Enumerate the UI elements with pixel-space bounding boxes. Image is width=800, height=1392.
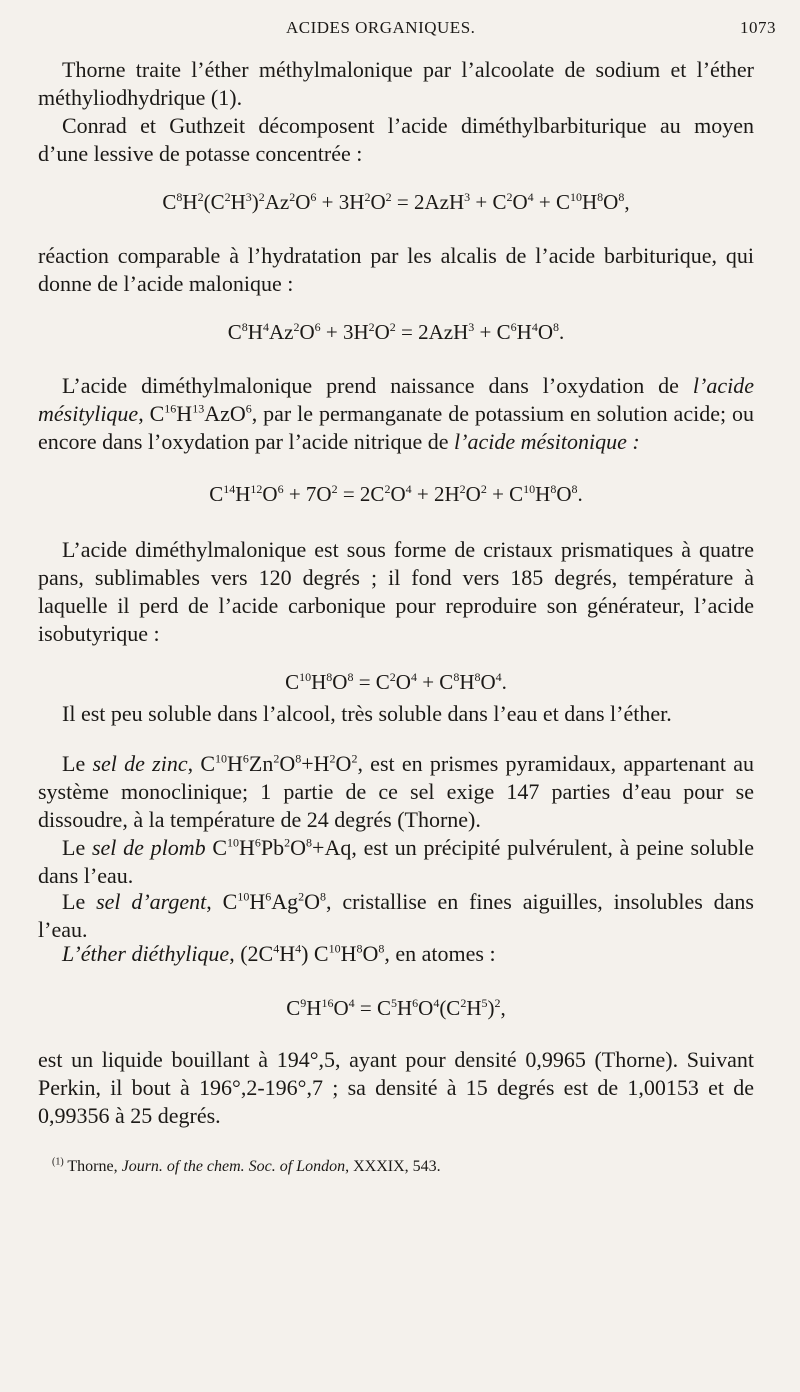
formula-3: $C^{14}H^{12}O^6 + 7O^2 = 2C^2O^4 + 2H^2O^2 + C^{10}H^8O^8$. bbox=[209, 482, 583, 506]
paragraph-8: Le sel de plomb $C^{10}H^6Pb^2O^8+Aq$, est un précipité pulvérulent, à peine soluble dans l’eau. bbox=[38, 835, 754, 888]
footnote: $^{(1)}$ Thorne, Journ. of the chem. Soc. of London, XXXIX, 543. bbox=[52, 1156, 441, 1175]
paragraph-11: est un liquide bouillant à 194°,5, ayant pour densité 0,9965 (Thorne). Suivant Perkin, il bout à 196°,2-196°,7 ; sa densité à 15 degrés est de 1,00153 et de 0,99356 à 25 degrés. bbox=[38, 1047, 754, 1128]
footnote-mark: (1) bbox=[52, 1156, 64, 1168]
formula-1: $C^8H^2(C^2H^3)^2Az^2O^6 + 3H^2O^2 = 2AzH^3 + C^2O^4 + C^{10}H^8O^8$, bbox=[162, 190, 630, 214]
paragraph-5: L’acide diméthylmalonique est sous forme de cristaux prismatiques à quatre pans, sublimables vers 120 degrés ; il fond vers 185 degrés, température à laquelle il perd de l’acide carbonique pour reproduire son générateur, l’acide isobutyrique : bbox=[38, 537, 754, 646]
paragraph-4: L’acide diméthylmalonique prend naissance dans l’oxydation de l’acide mésitylique, $C^{16}H^{13}AzO^6$, par le permanganate de potassium en solution acide; ou encore dans l’oxydation par l’acide nitrique de l’acide mésitonique : bbox=[38, 373, 754, 454]
paragraph-2: Conrad et Guthzeit décomposent l’acide diméthylbarbiturique au moyen d’une lessive de potasse concentrée : bbox=[38, 113, 754, 166]
page-number: 1073 bbox=[740, 18, 776, 37]
paragraph-7: Le sel de zinc, $C^{10}H^6Zn^2O^8+H^2O^2$, est en prismes pyramidaux, appartenant au système monoclinique; 1 partie de ce sel exige 147 parties d’eau pour se dissoudre, à la température de 24 degrés (Thorne). bbox=[38, 751, 754, 832]
header-title: ACIDES ORGANIQUES. bbox=[286, 18, 476, 37]
paragraph-10: L’éther diéthylique, $(2C^4H^4)$ $C^{10}H^8O^8$, en atomes : bbox=[62, 941, 496, 966]
paragraph-9: Le sel d’argent, $C^{10}H^6Ag^2O^8$, cristallise en fines aiguilles, insolubles dans l’eau. bbox=[38, 889, 754, 942]
formula-2: $C^8H^4Az^2O^6 + 3H^2O^2 = 2AzH^3 + C^6H^4O^8$. bbox=[227, 320, 565, 344]
paragraph-6: Il est peu soluble dans l’alcool, très soluble dans l’eau et dans l’éther. bbox=[62, 701, 672, 726]
formula-4: $C^{10}H^8O^8 = C^2O^4 + C^8H^8O^4$. bbox=[285, 670, 507, 694]
paragraph-1: Thorne traite l’éther méthylmalonique par l’alcoolate de sodium et l’éther méthyliodhydrique (1). bbox=[38, 57, 754, 110]
formula-5: $C^9H^{16}O^4 = C^5H^6O^4(C^2H^5)^2$, bbox=[286, 996, 506, 1020]
journal-title: Journ. of the chem. Soc. of London bbox=[121, 1158, 346, 1175]
paragraph-3: réaction comparable à l’hydratation par les alcalis de l’acide barbiturique, qui donne de l’acide malonique : bbox=[38, 243, 754, 296]
running-header bbox=[0, 18, 800, 44]
